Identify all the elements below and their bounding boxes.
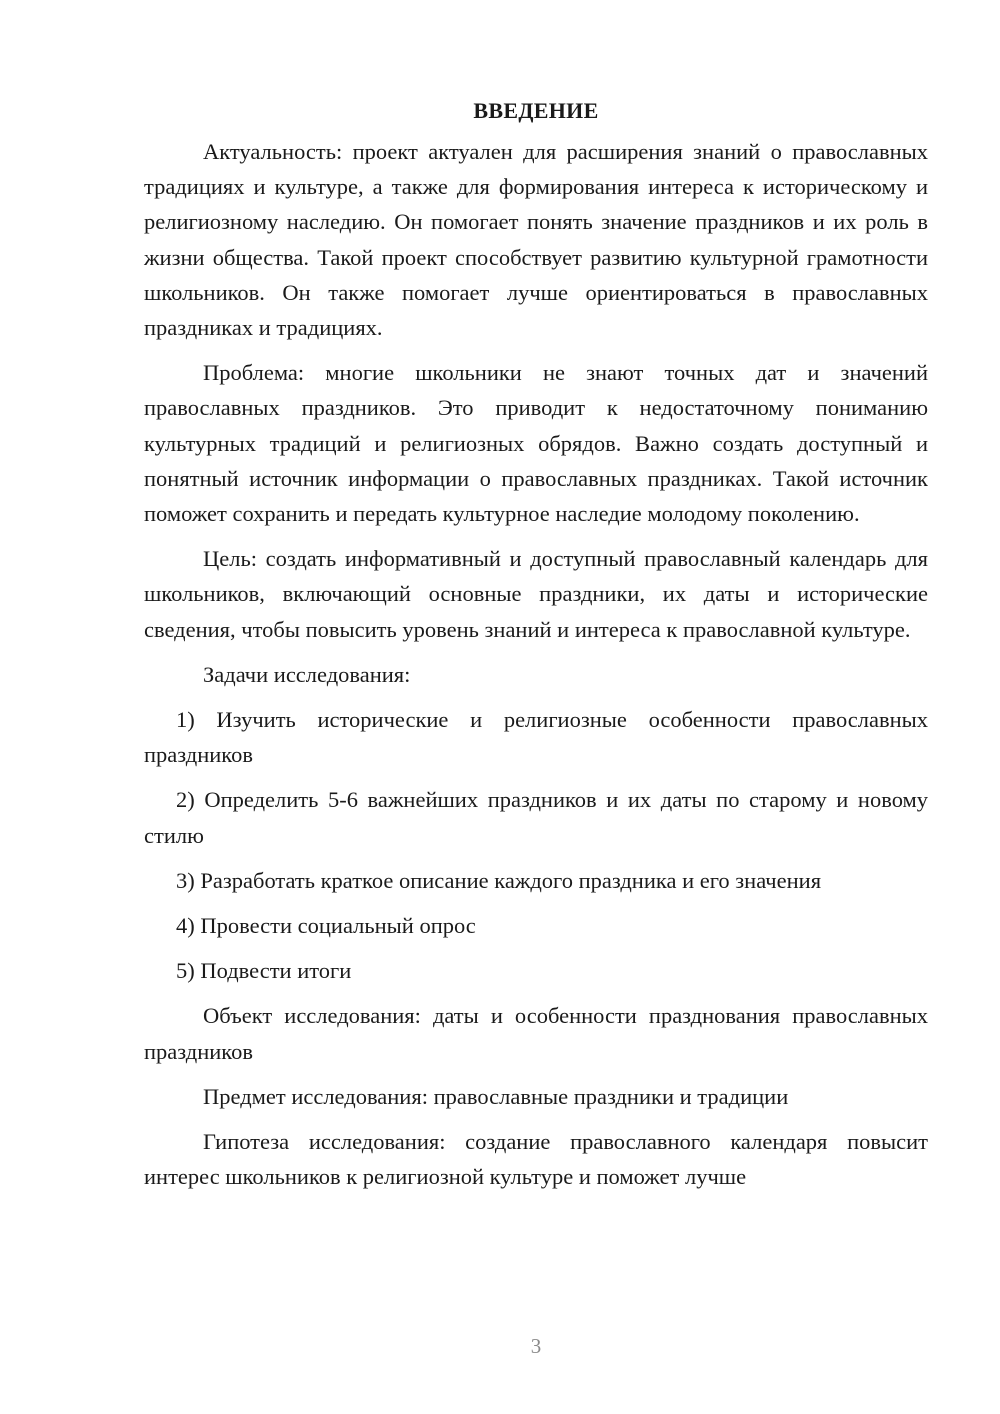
task-item-2: 2) Определить 5-6 важнейших праздников и их даты по старому и новому стилю: [144, 787, 928, 848]
tasks-title: Задачи исследования:: [203, 661, 411, 687]
task-item-3: 3) Разработать краткое описание каждого праздника и его значения: [176, 867, 822, 893]
page-content: [144, 96, 928, 1194]
goal-paragraph: Цель: создать информативный и доступный православный календарь для школьников, включающий основные праздники, их даты и исторические сведения, чтобы повысить уровень знаний и интереса к православной культуре.: [144, 546, 928, 642]
relevance-paragraph: Актуальность: проект актуален для расширения знаний о православных традициях и культуре, а также для формирования интереса к историческому и религиозному наследию. Он помогает понять значение праздников и их роль в жизни общества. Такой проект способствует развитию культурной грамотности школьников. Он также помогает лучше ориентироваться в православных праздниках и традициях.: [144, 139, 928, 341]
hypothesis-paragraph: Гипотеза исследования: создание православного календаря повысит интерес школьников к религиозной культуре и поможет лучше: [144, 1129, 928, 1190]
task-item-4: 4) Провести социальный опрос: [176, 913, 476, 939]
section-heading: ВВЕДЕНИЕ: [473, 98, 599, 123]
subject-paragraph: Предмет исследования: православные праздники и традиции: [203, 1083, 789, 1109]
task-item-5: 5) Подвести итоги: [176, 958, 352, 984]
problem-paragraph: Проблема: многие школьники не знают точных дат и значений православных праздников. Это приводит к недостаточному пониманию культурных традиций и религиозных обрядов. Важно создать доступный и понятный источник информации о православных праздниках. Такой источник поможет сохранить и передать культурное наследие молодому поколению.: [144, 360, 928, 527]
page-number: 3: [530, 1334, 542, 1358]
task-item-1: 1) Изучить исторические и религиозные особенности православных праздников: [144, 707, 928, 768]
object-paragraph: Объект исследования: даты и особенности празднования православных праздников: [144, 1003, 928, 1064]
